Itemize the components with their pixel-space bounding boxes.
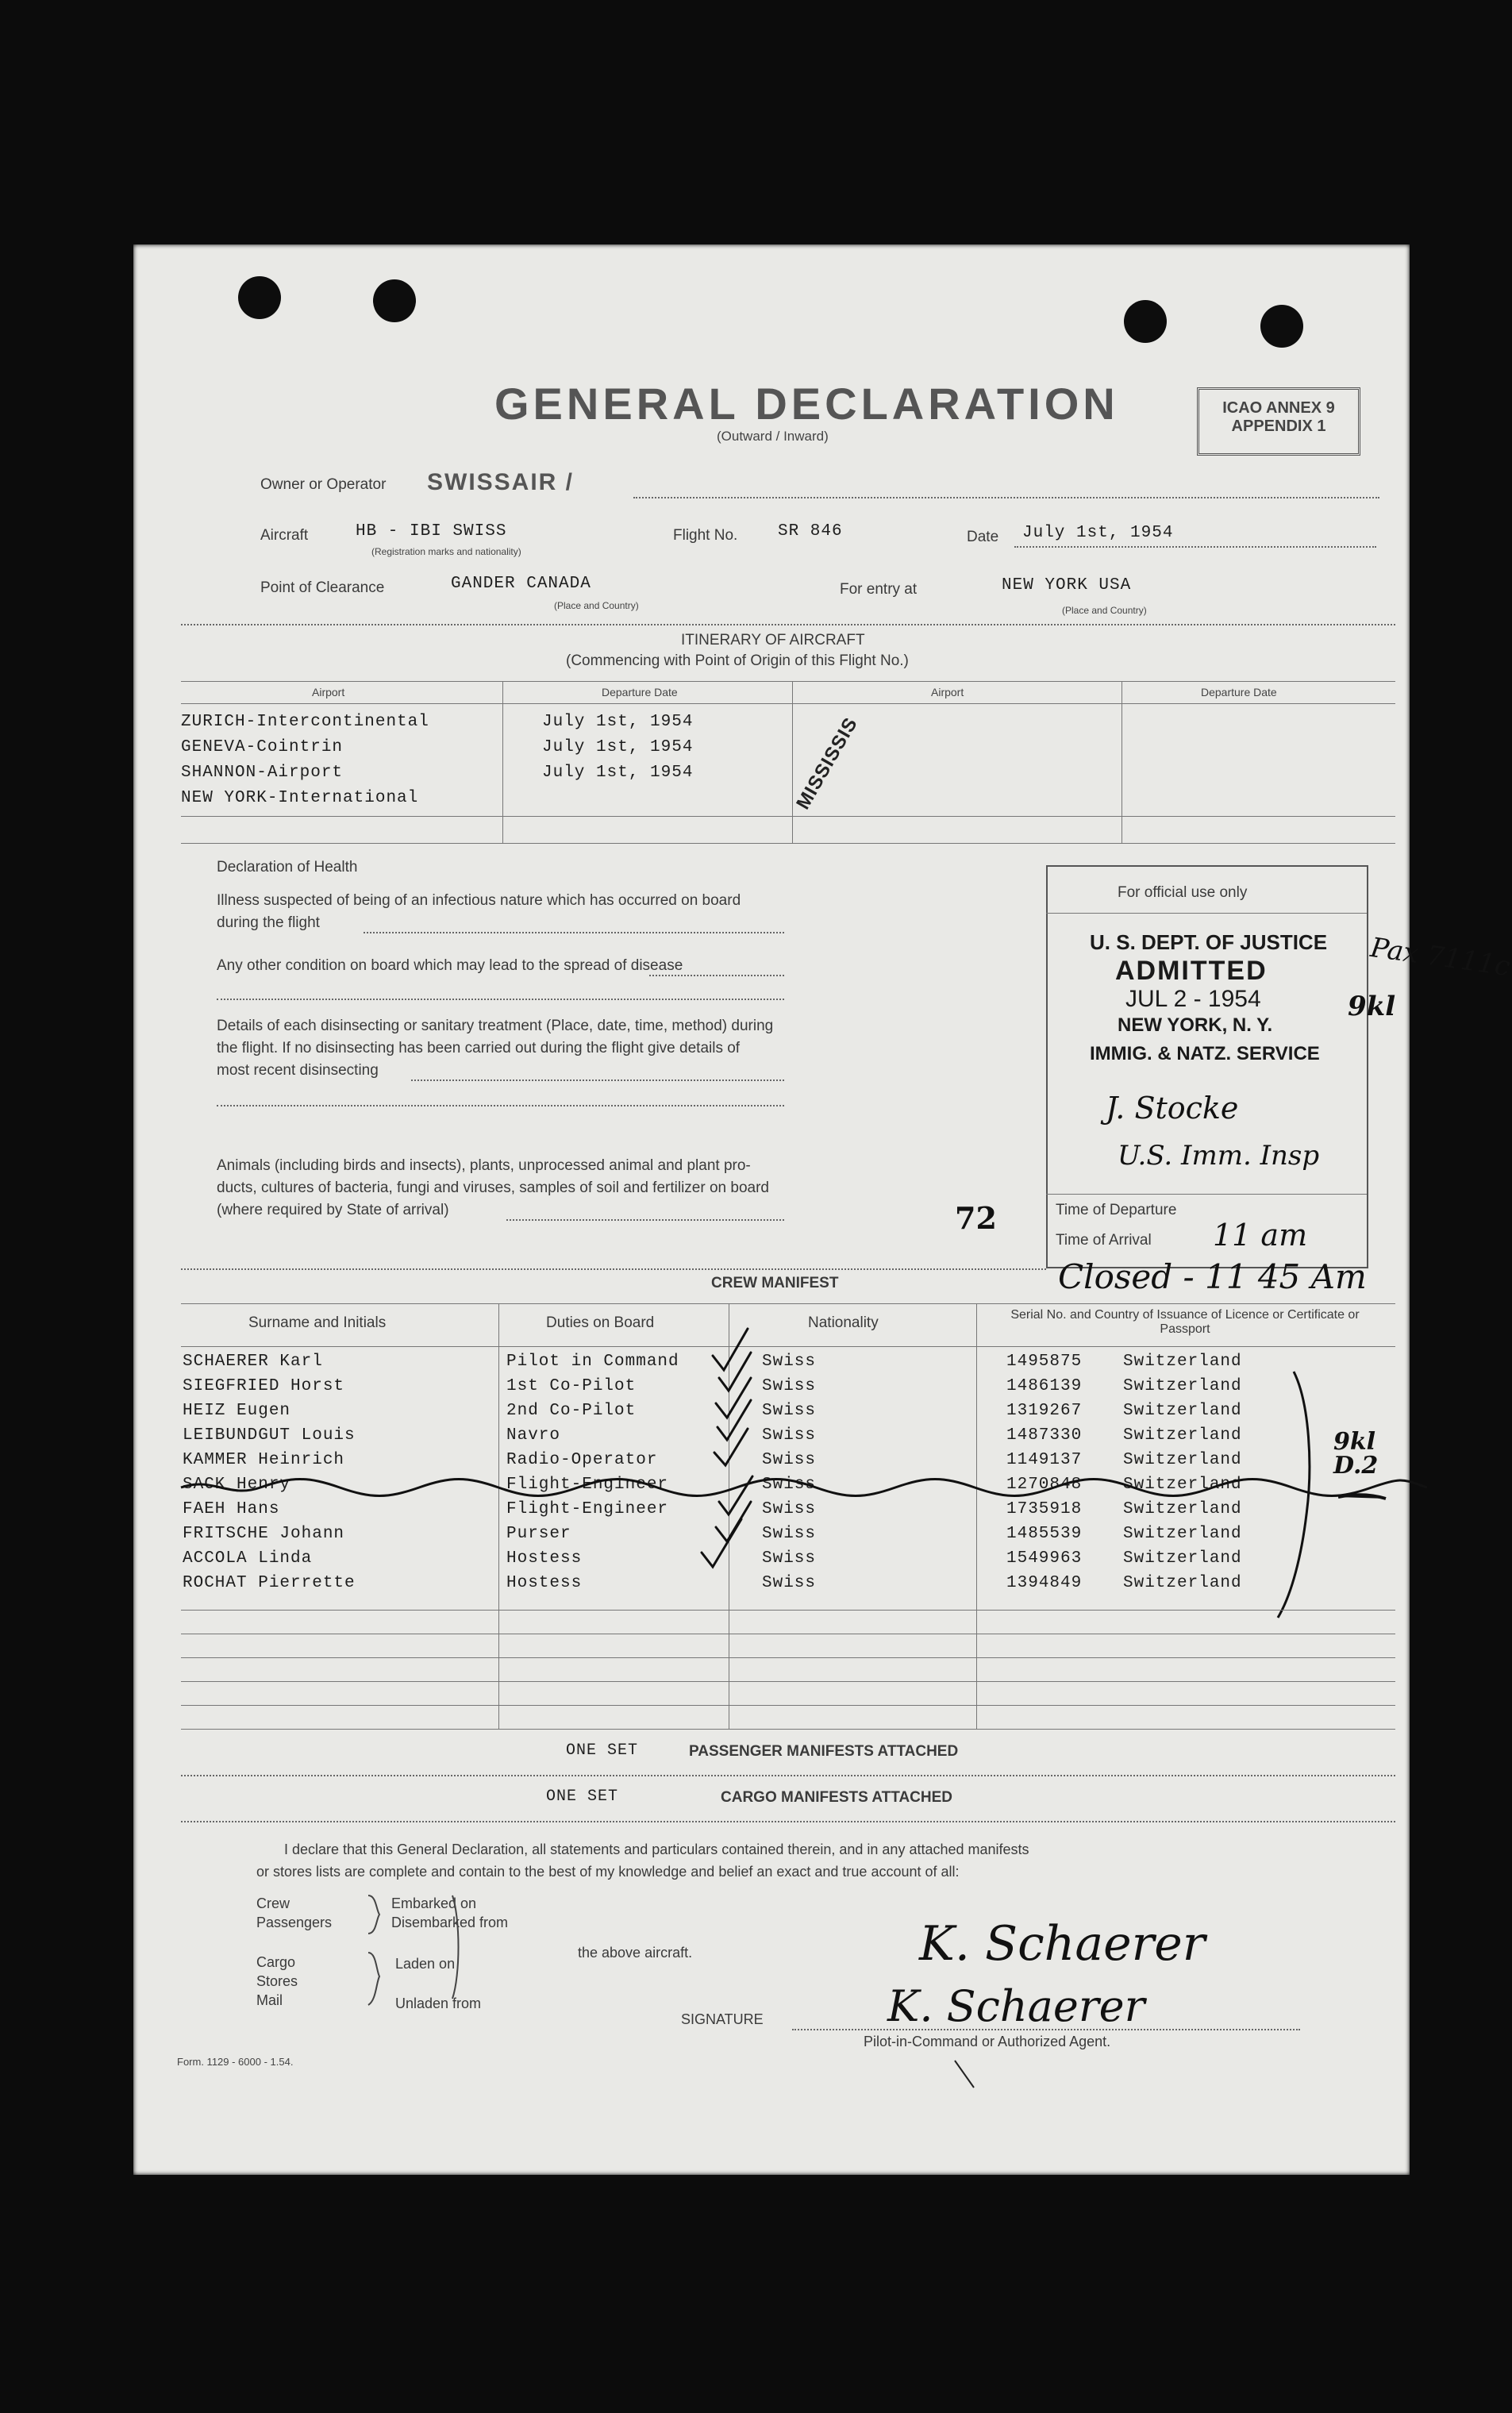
operator-value: SWISSAIR / [427, 469, 575, 495]
crew-row-line-4 [181, 1681, 1395, 1682]
passenger-rule [181, 1775, 1395, 1776]
health-heading: Declaration of Health [217, 859, 358, 876]
crew-nationality: Swiss [762, 1353, 817, 1371]
crew-name: KAMMER Heinrich [183, 1451, 345, 1469]
bracket-mark [1278, 1372, 1310, 1618]
form-number: Form. 1129 - 6000 - 1.54. [177, 2056, 294, 2068]
entry-value: NEW YORK USA [1002, 576, 1132, 595]
pilot-signature-2: K. Schaerer [887, 1981, 1145, 2031]
pilot-signature-1: K. Schaerer [919, 1916, 1206, 1972]
flight-label: Flight No. [673, 527, 738, 544]
official-stamp-2: ADMITTED [1115, 956, 1268, 986]
crew-annotations [133, 244, 1410, 2175]
crew-serial: 1487330 [1006, 1426, 1083, 1445]
crew-duty: Hostess [506, 1549, 583, 1568]
crew-title: CREW MANIFEST [711, 1275, 839, 1291]
health-q4b: ducts, cultures of bacteria, fungi and viruses, samples of soil and fertilizer on board [217, 1180, 769, 1196]
crew-row-line-1 [181, 1610, 1395, 1611]
crew-header-serial: Serial No. and Country of Issuance of Licence or Certificate or Passport [1010, 1308, 1360, 1336]
operator-label: Owner or Operator [260, 476, 387, 493]
crew-serial: 1549963 [1006, 1549, 1083, 1568]
passenger-label: PASSENGER MANIFESTS ATTACHED [689, 1743, 959, 1760]
aircraft-label: Aircraft [260, 527, 309, 544]
crew-bottom [181, 1729, 1395, 1730]
crew-duty: Flight-Engineer [506, 1500, 669, 1518]
inspector-signature-1: J. Stocke [1106, 1091, 1239, 1126]
crew-name: FRITSCHE Johann [183, 1525, 345, 1543]
itinerary-airport: ZURICH-Intercontinental [181, 713, 429, 731]
crew-serial: 1319267 [1006, 1402, 1083, 1420]
health-q3b: the flight. If no disinsecting has been carried out during the flight give details of [217, 1040, 741, 1056]
crew-nationality: Swiss [762, 1377, 817, 1395]
flight-value: SR 846 [778, 522, 843, 541]
decl-embarked: Embarked on [391, 1895, 477, 1911]
check-marks [702, 1329, 752, 1567]
decl-unladen: Unladen from [395, 1995, 482, 2011]
itinerary-header-airport-2: Airport [931, 686, 964, 698]
entry-label: For entry at [840, 581, 918, 598]
health-q1a: Illness suspected of being of an infectious nature which has occurred on board [217, 892, 741, 909]
crew-country: Switzerland [1123, 1377, 1242, 1395]
crew-margin-note: 9kl D.2 [1333, 1428, 1379, 1480]
crew-nationality: Swiss [762, 1451, 817, 1469]
arrival-value: 11 am [1213, 1218, 1308, 1253]
cargo-label: CARGO MANIFESTS ATTACHED [721, 1789, 953, 1806]
crew-name: HEIZ Eugen [183, 1402, 291, 1420]
aircraft-sub: (Registration marks and nationality) [371, 546, 521, 557]
crew-nationality: Swiss [762, 1500, 817, 1518]
side-note-2: 9kl [1348, 991, 1396, 1022]
itinerary-date: July 1st, 1954 [542, 738, 694, 756]
crew-duty: Radio-Operator [506, 1451, 658, 1469]
entry-sub: (Place and Country) [1062, 605, 1147, 616]
crew-duty: Purser [506, 1525, 571, 1543]
document-subtitle: (Outward / Inward) [717, 429, 829, 444]
departure-label: Time of Departure [1056, 1202, 1177, 1218]
annex-line-1: ICAO ANNEX 9 [1222, 399, 1335, 417]
crew-country: Switzerland [1123, 1574, 1242, 1592]
declaration-line-2: or stores lists are complete and contain to the best of my knowledge and belief an exact and true account of all: [256, 1864, 960, 1880]
passenger-count-note: 72 [955, 1200, 997, 1236]
itinerary-header-date-2: Departure Date [1201, 686, 1277, 698]
declaration-line-1: I declare that this General Declaration, all statements and particulars contained therein, and in any attached manifests [284, 1842, 1029, 1857]
decl-crew: Crew [256, 1895, 290, 1911]
declaration-braces [364, 1892, 467, 2011]
crew-nationality: Swiss [762, 1476, 817, 1494]
crew-country: Switzerland [1123, 1426, 1242, 1445]
itinerary-airport: GENEVA-Cointrin [181, 738, 344, 756]
side-note-1: Pax 7111c [1368, 931, 1512, 983]
crew-serial: 1495875 [1006, 1353, 1083, 1371]
crew-duty: Navro [506, 1426, 561, 1445]
official-heading: For official use only [1118, 884, 1248, 901]
crew-header-duty: Duties on Board [546, 1314, 655, 1331]
passenger-count: ONE SET [566, 1741, 639, 1760]
document-title: GENERAL DECLARATION [494, 379, 1119, 429]
arrival-label: Time of Arrival [1056, 1232, 1152, 1249]
closed-note: Closed - 11 45 Am [1058, 1257, 1367, 1296]
scribble-mark [1338, 1495, 1386, 1499]
itinerary-subtitle: (Commencing with Point of Origin of this Flight No.) [566, 652, 909, 669]
crew-duty: Hostess [506, 1574, 583, 1592]
clearance-sub: (Place and Country) [554, 600, 639, 611]
official-stamp-5: IMMIG. & NATZ. SERVICE [1090, 1043, 1320, 1064]
signature-sub: Pilot-in-Command or Authorized Agent. [864, 2034, 1111, 2049]
check-mark-icon [713, 1329, 748, 1370]
crew-serial: 1149137 [1006, 1451, 1083, 1469]
crew-nationality: Swiss [762, 1402, 817, 1420]
decl-passengers: Passengers [256, 1915, 333, 1930]
inspector-signature-2: U.S. Imm. Insp [1118, 1140, 1320, 1172]
official-stamp-4: NEW YORK, N. Y. [1118, 1014, 1273, 1036]
cargo-count: ONE SET [546, 1788, 619, 1806]
crew-duty: Pilot in Command [506, 1353, 679, 1371]
crew-duty: 1st Co-Pilot [506, 1377, 637, 1395]
annex-line-2: APPENDIX 1 [1231, 418, 1326, 435]
itinerary-date: July 1st, 1954 [542, 713, 694, 731]
crew-country: Switzerland [1123, 1500, 1242, 1518]
crew-country: Switzerland [1123, 1476, 1242, 1494]
itinerary-header-date-1: Departure Date [602, 686, 678, 698]
decl-stores: Stores [256, 1973, 298, 1989]
crew-row-line-5 [181, 1705, 1395, 1706]
crew-nationality: Swiss [762, 1525, 817, 1543]
crew-name: ROCHAT Pierrette [183, 1574, 356, 1592]
itinerary-airport: NEW YORK-International [181, 789, 419, 807]
itinerary-stamp: MISSISSIS [792, 714, 863, 814]
itinerary-title: ITINERARY OF AIRCRAFT [681, 632, 865, 648]
crew-name: FAEH Hans [183, 1500, 280, 1518]
health-q3c: most recent disinsecting [217, 1062, 379, 1079]
decl-disembarked: Disembarked from [391, 1915, 509, 1930]
crew-name: SACK Henry [183, 1476, 291, 1494]
sig-tick-mark [955, 2061, 974, 2088]
crew-country: Switzerland [1123, 1451, 1242, 1469]
official-stamp-3: JUL 2 - 1954 [1125, 986, 1261, 1012]
decl-cargo: Cargo [256, 1954, 296, 1970]
crew-serial: 1485539 [1006, 1525, 1083, 1543]
crew-country: Switzerland [1123, 1525, 1242, 1543]
crew-country: Switzerland [1123, 1402, 1242, 1420]
health-q3a: Details of each disinsecting or sanitary treatment (Place, date, time, method) during [217, 1018, 774, 1034]
crew-name: ACCOLA Linda [183, 1549, 313, 1568]
decl-tail: the above aircraft. [578, 1945, 693, 1961]
crew-nationality: Swiss [762, 1426, 817, 1445]
date-label: Date [967, 529, 999, 545]
crew-serial: 1735918 [1006, 1500, 1083, 1518]
crew-name: SCHAERER Karl [183, 1353, 323, 1371]
crew-nationality: Swiss [762, 1549, 817, 1568]
crew-row-line-3 [181, 1657, 1395, 1658]
date-value: July 1st, 1954 [1022, 524, 1174, 542]
declaration-sheet [133, 244, 1512, 2175]
crew-serial: 1486139 [1006, 1377, 1083, 1395]
health-q4a: Animals (including birds and insects), plants, unprocessed animal and plant pro- [217, 1157, 751, 1174]
crew-duty: Flight-Engineer [506, 1476, 669, 1494]
crew-name: SIEGFRIED Horst [183, 1377, 345, 1395]
crew-country: Switzerland [1123, 1549, 1242, 1568]
strike-through-line [181, 1480, 1427, 1496]
crew-header-nat: Nationality [808, 1314, 879, 1331]
health-q1b: during the flight [217, 914, 320, 931]
health-q2: Any other condition on board which may lead to the spread of disease [217, 957, 683, 974]
aircraft-value: HB - IBI SWISS [356, 522, 507, 541]
crew-duty: 2nd Co-Pilot [506, 1402, 637, 1420]
itinerary-date: July 1st, 1954 [542, 764, 694, 782]
decl-mail: Mail [256, 1992, 283, 2008]
cargo-rule [181, 1821, 1395, 1822]
itinerary-airport: SHANNON-Airport [181, 764, 344, 782]
crew-serial: 1270848 [1006, 1476, 1083, 1494]
crew-country: Switzerland [1123, 1353, 1242, 1371]
crew-serial: 1394849 [1006, 1574, 1083, 1592]
official-stamp-1: U. S. DEPT. OF JUSTICE [1090, 930, 1328, 954]
decl-laden: Laden on [395, 1956, 456, 1972]
clearance-value: GANDER CANADA [451, 575, 591, 593]
crew-name: LEIBUNDGUT Louis [183, 1426, 356, 1445]
crew-nationality: Swiss [762, 1574, 817, 1592]
clearance-label: Point of Clearance [260, 579, 385, 596]
health-q4c: (where required by State of arrival) [217, 1202, 449, 1218]
itinerary-header-airport-1: Airport [312, 686, 345, 698]
crew-header-name: Surname and Initials [248, 1314, 387, 1331]
signature-label: SIGNATURE [681, 2011, 764, 2027]
